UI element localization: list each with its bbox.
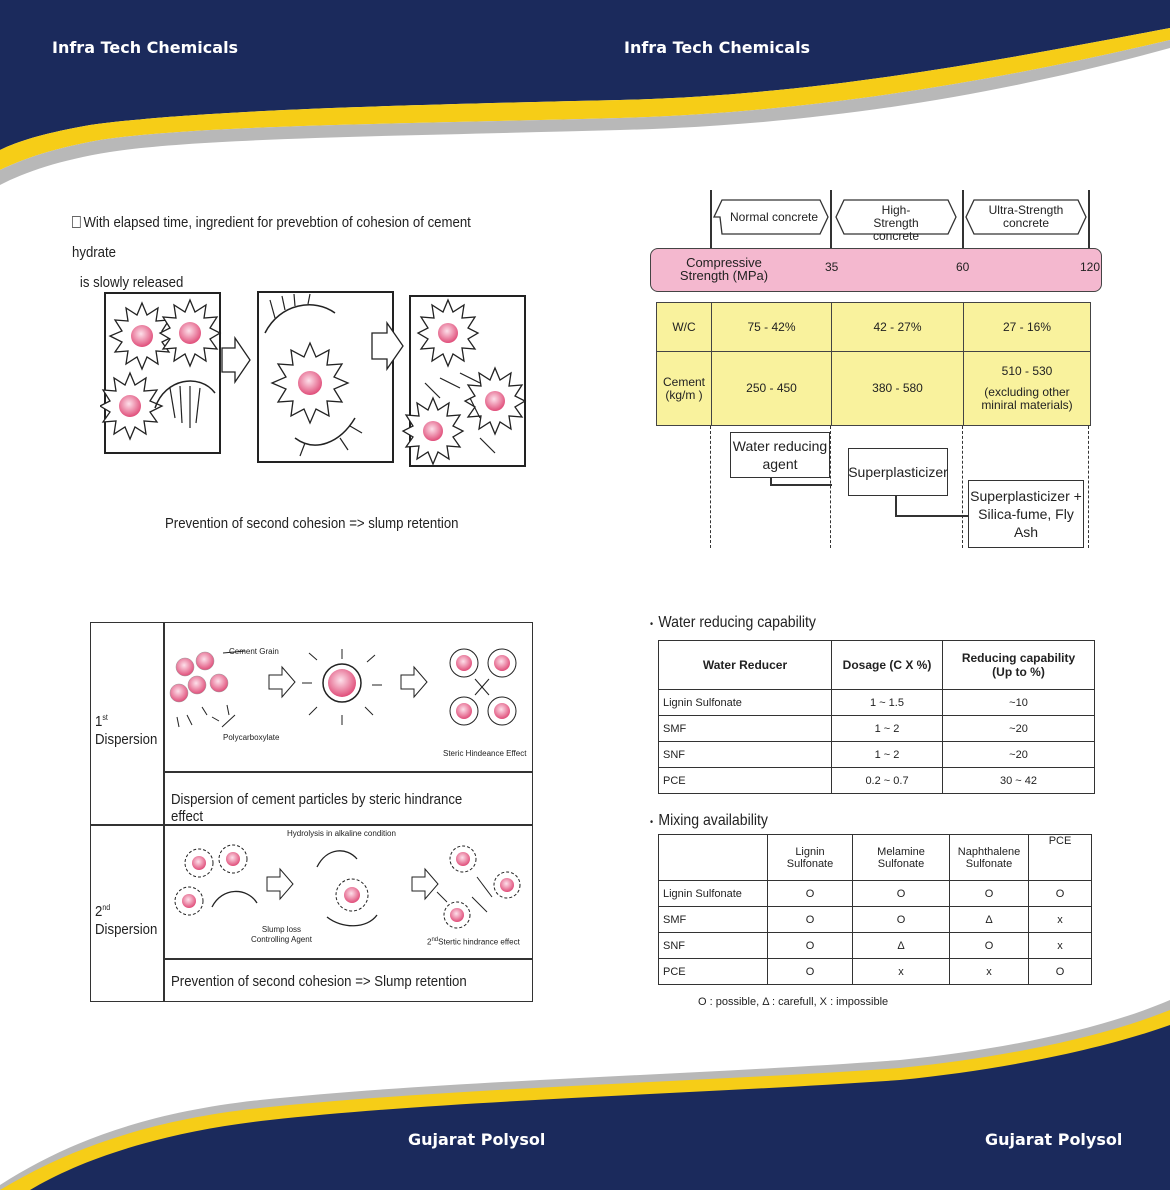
mx-cell: x: [950, 959, 1029, 985]
agent-water-reducing: Water reducing agent: [730, 432, 830, 478]
footer-wave: [0, 990, 1170, 1190]
second-steric-sup: nd: [431, 937, 439, 943]
strength-chart: [640, 190, 1110, 555]
wr-cell: ~10: [943, 690, 1095, 716]
wr-cell: 1 ~ 1.5: [832, 690, 943, 716]
wr-header-dosage: Dosage (C X %): [832, 641, 943, 690]
cement-high: 380 - 580: [831, 351, 964, 426]
mixing-legend: O : possible, Δ : carefull, X : impossible: [698, 996, 889, 1008]
mx-cell: PCE: [659, 959, 768, 985]
mx-header: Melamine Sulfonate: [853, 835, 950, 881]
tick-35: 35: [825, 260, 839, 274]
mx-cell: SNF: [659, 933, 768, 959]
dispersion-table: [90, 622, 533, 1002]
footer-brand-right: Gujarat Polysol: [985, 1130, 1123, 1149]
first-dispersion-illustration: [167, 627, 527, 769]
wr-cell: 0.2 ~ 0.7: [832, 768, 943, 794]
wr-cell: SNF: [659, 742, 832, 768]
wc-high: 42 - 27%: [831, 302, 964, 352]
mx-cell: O: [768, 933, 853, 959]
second-dispersion-num: 2: [95, 903, 103, 920]
steric-effect-label: Steric Hindeance Effect: [443, 749, 527, 758]
mx-cell: O: [950, 881, 1029, 907]
table-row: [659, 716, 1095, 742]
mx-cell: O: [1029, 959, 1092, 985]
cement-ultra: 510 - 530: [1001, 364, 1053, 378]
table-row: [659, 881, 1092, 907]
mx-header: Naphthalene Sulfonate: [950, 835, 1029, 881]
mixing-table: [658, 834, 1092, 985]
header-wave: [0, 0, 1170, 200]
cement-normal: 250 - 450: [711, 351, 832, 426]
mx-header: [659, 835, 768, 881]
wr-cell: ~20: [943, 742, 1095, 768]
mx-cell: Δ: [950, 907, 1029, 933]
hydrolysis-label: Hydrolysis in alkaline condition: [287, 829, 396, 838]
mx-cell: O: [853, 907, 950, 933]
slump-intro: [72, 208, 572, 298]
slump-agent-label: [251, 925, 312, 945]
cement-grain-label: Cement Grain: [229, 647, 279, 656]
water-reducing-title: • Water reducing capability: [650, 614, 816, 631]
table-row: [659, 768, 1095, 794]
compressive-label: Compressive Strength (MPa): [679, 255, 769, 283]
first-dispersion-num: 1: [95, 713, 103, 730]
header-brand-left: Infra Tech Chemicals: [52, 38, 239, 57]
mx-header: Lignin Sulfonate: [768, 835, 853, 881]
second-steric-label: [427, 937, 520, 947]
mixing-title-text: Mixing availability: [658, 812, 768, 829]
mx-cell: x: [1029, 907, 1092, 933]
cement-label: Cement (kg/m ): [656, 351, 712, 426]
water-reducing-title-text: Water reducing capability: [658, 614, 816, 631]
wr-header-reducer: Water Reducer: [659, 641, 832, 690]
mx-cell: O: [768, 959, 853, 985]
mx-cell: O: [950, 933, 1029, 959]
second-dispersion-sup: nd: [102, 903, 111, 912]
mx-cell: Lignin Sulfonate: [659, 881, 768, 907]
cement-ultra-cell: [963, 351, 1091, 426]
wr-cell: SMF: [659, 716, 832, 742]
header-brand-right: Infra Tech Chemicals: [624, 38, 811, 57]
category-ultra: Ultra-Strength concrete: [988, 203, 1064, 230]
wr-cell: PCE: [659, 768, 832, 794]
second-steric-num: 2: [427, 937, 432, 947]
mx-cell: O: [768, 907, 853, 933]
table-row: [659, 933, 1092, 959]
footer-brand-left: Gujarat Polysol: [408, 1130, 546, 1149]
first-dispersion-caption: Dispersion of cement particles by steric hindrance effect: [171, 791, 463, 825]
mx-cell: x: [1029, 933, 1092, 959]
table-row: [659, 742, 1095, 768]
second-dispersion-label: [95, 899, 157, 939]
category-high: High-Strength concrete: [872, 203, 920, 243]
mx-cell: x: [853, 959, 950, 985]
tick-120: 120: [1080, 260, 1101, 274]
mx-cell: O: [768, 881, 853, 907]
wc-ultra: 27 - 16%: [963, 302, 1091, 352]
agent-superplasticizer-silica: Superplasticizer + Silica-fume, Fly Ash: [968, 480, 1084, 548]
agent-superplasticizer: Superplasticizer: [848, 448, 948, 496]
wc-normal: 75 - 42%: [711, 302, 832, 352]
polycarboxylate-label: Polycarboxylate: [223, 733, 280, 742]
wr-cell: ~20: [943, 716, 1095, 742]
table-row: [659, 959, 1092, 985]
water-reducing-table: [658, 640, 1095, 794]
second-dispersion-word: Dispersion: [95, 921, 158, 938]
category-normal: Normal concrete: [729, 210, 819, 224]
tick-60: 60: [956, 260, 970, 274]
mx-cell: SMF: [659, 907, 768, 933]
wr-cell: 1 ~ 2: [832, 742, 943, 768]
mixing-title: • Mixing availability: [650, 812, 768, 829]
mx-cell: Δ: [853, 933, 950, 959]
slump-intro-line1: With elapsed time, ingredient for prevebtion of cohesion of cement hydrate: [72, 214, 471, 261]
second-dispersion-caption: Prevention of second cohesion => Slump retention: [171, 973, 467, 990]
second-steric-text: Stertic hindrance effect: [438, 937, 520, 947]
wr-cell: Lignin Sulfonate: [659, 690, 832, 716]
checkbox-icon: [72, 216, 81, 228]
wr-header-capability: Reducing capability (Up to %): [943, 641, 1095, 690]
slump-caption: Prevention of second cohesion => slump retention: [165, 515, 459, 532]
first-dispersion-label: [95, 709, 157, 749]
first-dispersion-word: Dispersion: [95, 731, 158, 748]
table-row: [659, 690, 1095, 716]
mx-header: PCE: [1029, 835, 1092, 881]
slump-intro-line2: is slowly released: [79, 274, 184, 291]
slump-diagram: [100, 288, 530, 468]
slump-agent-line1: Slump loss: [261, 925, 302, 934]
slump-agent-line2: Controlling Agent: [251, 935, 312, 944]
wc-label: W/C: [656, 302, 712, 352]
mx-cell: O: [1029, 881, 1092, 907]
wr-cell: 30 ~ 42: [943, 768, 1095, 794]
table-row: [659, 907, 1092, 933]
wr-cell: 1 ~ 2: [832, 716, 943, 742]
first-dispersion-sup: st: [102, 713, 108, 722]
mx-cell: O: [853, 881, 950, 907]
cement-note: (excluding other miniral materials): [981, 385, 1073, 412]
